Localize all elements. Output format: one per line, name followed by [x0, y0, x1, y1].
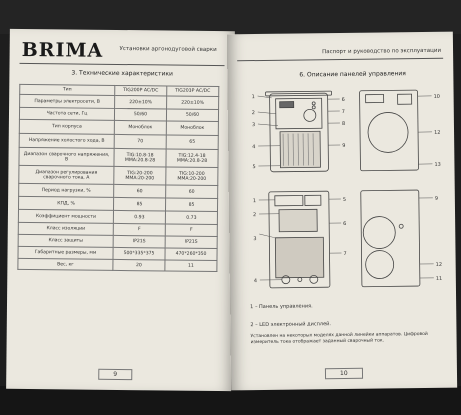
param-name-cell: Тип корпуса [19, 119, 114, 134]
value-cell: IP21S [113, 235, 165, 248]
value-cell: 500*335*375 [113, 247, 165, 260]
param-name-cell: Параметры электросети, В [20, 94, 115, 108]
value-cell: TIG203P AC/DC [167, 86, 219, 97]
value-cell: 470*260*350 [165, 248, 217, 261]
callout-b2: 2 [253, 212, 257, 219]
brand-logo: BRIMA [21, 38, 104, 62]
right-page [227, 32, 457, 391]
param-name-cell: Коэффициент мощности [18, 209, 113, 223]
value-cell: TIG:20-200 MMA:20-200 [114, 166, 166, 185]
paragraph-line-2: измеритель тока отображает заданный сварочный ток. [250, 338, 385, 346]
value-cell: F [165, 224, 217, 237]
callout-1: 1 [251, 94, 255, 101]
callout-4: 4 [252, 144, 256, 151]
value-cell: 65 [166, 135, 218, 150]
paragraph-line-1: Установлен на некоторых моделях данной линейки аппаратов. Цифровой [250, 331, 428, 340]
table-row [19, 147, 218, 167]
value-cell: 70 [114, 134, 166, 149]
page-number-left: 9 [98, 369, 132, 380]
back-panel-outline-2 [361, 190, 420, 287]
callout-b4: 4 [253, 278, 258, 285]
param-name-cell: Класс защиты [18, 234, 113, 247]
param-name-cell: Диапазон регулирования сварочного тока, А [19, 165, 114, 184]
callout-b6: 6 [343, 220, 347, 227]
callout-b3: 3 [253, 236, 257, 243]
callout-12: 12 [434, 129, 441, 136]
value-cell: 11 [165, 260, 217, 272]
left-page-header: Установки аргонодуговой сварки [119, 45, 217, 53]
callout-10: 10 [433, 93, 441, 100]
callout-b9: 9 [434, 195, 439, 202]
section-title-panels: 6. Описание панелей управления [299, 70, 406, 79]
param-name-cell: Тип [20, 84, 115, 95]
header-divider [20, 63, 225, 66]
callout-8: 8 [341, 120, 346, 127]
callout-9: 9 [342, 142, 346, 149]
value-cell: 50/60 [114, 108, 166, 121]
value-cell: 0.93 [113, 210, 165, 224]
item-2-caption: 2 – LED электронный дисплей. [250, 321, 332, 329]
param-name-cell: Вес, кг [18, 258, 113, 270]
callout-b12: 12 [435, 261, 443, 268]
callout-b5: 5 [342, 196, 347, 203]
value-cell: Моноблок [166, 121, 218, 136]
param-name-cell: Диапазон сварочного напряжения, В [19, 147, 114, 166]
value-cell: 220±10% [167, 96, 219, 110]
right-page-header: Паспорт и руководство по эксплуатации [322, 47, 442, 56]
page-number-right: 10 [325, 368, 363, 379]
value-cell: 85 [113, 197, 165, 211]
panel-diagram [227, 32, 456, 305]
callout-3: 3 [251, 122, 256, 129]
value-cell: IP21S [165, 236, 217, 249]
value-cell: TIG:12.4-18 MMA:20.8-28 [166, 149, 218, 168]
callout-b11: 11 [435, 275, 443, 282]
value-cell: Моноблок [114, 120, 166, 135]
description-paragraph [250, 332, 440, 346]
param-name-cell: Напряжение холостого хода, В [19, 133, 114, 148]
callout-5: 5 [252, 164, 256, 171]
spec-table [17, 84, 219, 272]
left-page [6, 29, 235, 391]
value-cell: 60 [166, 185, 218, 199]
callout-b1: 1 [252, 198, 257, 205]
value-cell: TIG200P AC/DC [115, 85, 167, 96]
param-name-cell: Класс изоляции [18, 222, 113, 235]
callout-7: 7 [341, 108, 346, 115]
fan-circle [368, 112, 408, 152]
param-name-cell: Габаритные размеры, мм [18, 246, 113, 259]
callout-2: 2 [251, 110, 256, 117]
value-cell: 20 [113, 259, 165, 271]
param-name-cell: Период нагрузки, % [19, 183, 114, 197]
value-cell: F [113, 223, 165, 236]
param-name-cell: КПД, % [19, 196, 114, 210]
value-cell: TIG:10.8-18 MMA:20.8-28 [114, 148, 166, 167]
value-cell: 220±10% [115, 95, 167, 109]
table-row [18, 258, 217, 271]
value-cell: 85 [165, 198, 217, 212]
value-cell: 60 [114, 184, 166, 198]
table-row [19, 165, 218, 185]
callout-6: 6 [341, 96, 345, 103]
section-title-specs: 3. Технические характеристики [71, 69, 173, 78]
value-cell: 0.73 [165, 211, 217, 225]
param-name-cell: Частота сети, Гц [19, 107, 114, 120]
item-1-caption: 1 – Панель управления. [250, 303, 313, 311]
knob [304, 109, 316, 121]
value-cell: TIG:10-200 MMA:20-200 [166, 167, 218, 186]
callout-b7: 7 [343, 250, 347, 257]
value-cell: 50/60 [166, 109, 218, 122]
callout-13: 13 [434, 161, 441, 168]
